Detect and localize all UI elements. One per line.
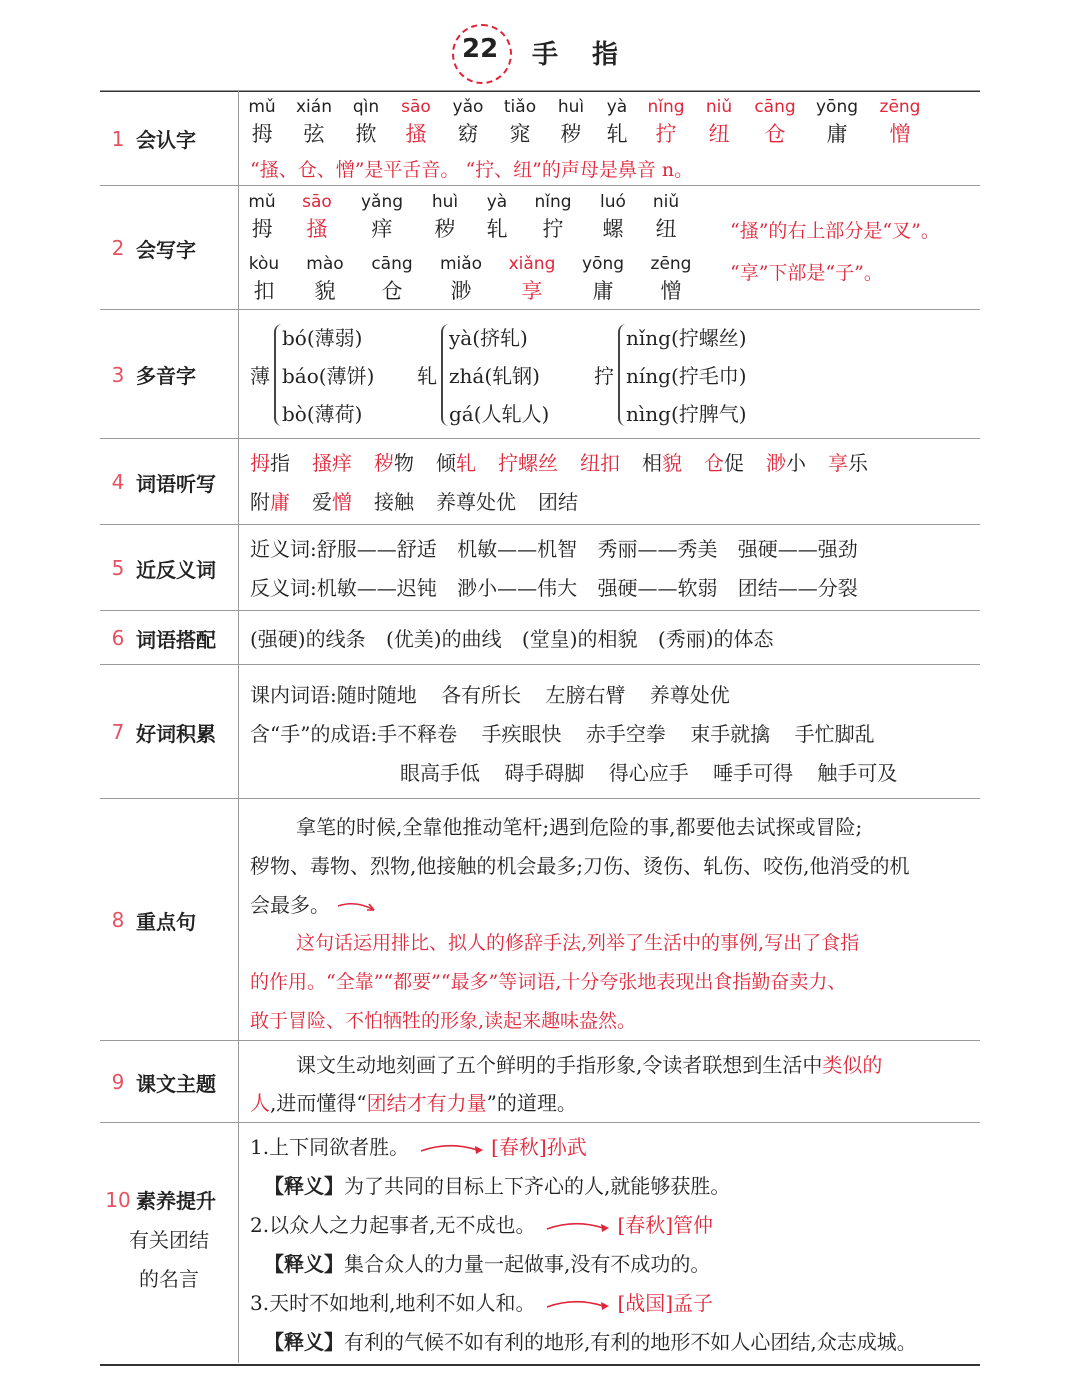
section-number: 10	[105, 1187, 131, 1212]
character: 仓	[764, 122, 786, 146]
dictation-word	[374, 451, 414, 475]
character: 轧	[606, 122, 628, 146]
pinyin: yǎng	[360, 192, 404, 212]
key-sentence: 秽物、毒物、烈物,他接触的机会最多;刀伤、烫伤、轧伤、咬伤,他消受的机	[250, 854, 910, 878]
pinyin: niǔ	[652, 192, 680, 212]
word-part: 憎	[332, 490, 352, 514]
reading: níng(拧毛巾)	[626, 364, 747, 388]
section-note: “享”下部是“子”。	[730, 262, 883, 284]
section-note: “搔、仓、憎”是平舌音。 “拧、纽”的声母是鼻音 n。	[250, 159, 694, 181]
idioms-line: 含“手”的成语:手不释卷 手疾眼快 赤手空拳 束手就擒 手忙脚乱	[250, 722, 875, 746]
dictation-word	[436, 490, 516, 514]
reading: bó(薄弱)	[282, 326, 363, 350]
section-good-words	[100, 664, 980, 799]
word-part: 附	[250, 490, 270, 514]
section-number: 3	[111, 362, 125, 387]
section-note: “搔”的右上部分是“叉”。	[730, 220, 940, 242]
character: 窕	[509, 122, 531, 146]
word-part: 貌	[662, 451, 682, 475]
words-line: 课内词语:随时随地 各有所长 左膀右臂 养尊处优	[250, 683, 730, 707]
word-part: 爱	[312, 490, 332, 514]
character: 弦	[303, 122, 325, 146]
pinyin: cāng	[754, 97, 796, 117]
section-label: 重点句	[136, 909, 196, 934]
key-sentence: 拿笔的时候,全靠他推动笔杆;遇到危险的事,都要他去试探或冒险;	[296, 815, 863, 839]
lesson-title: 手指	[532, 40, 653, 70]
dictation-word	[498, 451, 558, 475]
analysis-text: 的作用。“全靠”“都要”“最多”等词语,十分夸张地表现出食指勤奋卖力、	[250, 971, 847, 993]
character: 搔	[306, 217, 328, 241]
meaning-tag: 【释义】	[264, 1174, 344, 1198]
pinyin: xiǎng	[508, 254, 556, 274]
word-part: 仓	[704, 451, 724, 475]
section-label: 近反义词	[136, 557, 216, 582]
reading: báo(薄饼)	[282, 364, 375, 388]
quote-source: [春秋]孙武	[491, 1135, 587, 1159]
quote-text: 1.上下同欲者胜。	[250, 1135, 410, 1159]
word-part: 团结	[538, 490, 578, 514]
section-number: 2	[111, 236, 125, 260]
reading: bò(薄荷)	[282, 402, 363, 426]
pinyin: cāng	[371, 254, 413, 274]
quote-line	[250, 1287, 713, 1316]
pinyin: yōng	[815, 97, 859, 117]
word-part: 庸	[270, 490, 290, 514]
reading: nǐng(拧螺丝)	[626, 326, 747, 350]
theme-highlight: 类似的	[822, 1053, 883, 1077]
theme-text: ,进而懂得“	[270, 1091, 367, 1115]
character: 拧	[655, 122, 677, 146]
pinyin: xián	[296, 97, 332, 117]
section-collocation	[100, 610, 980, 665]
lesson-header	[0, 0, 1080, 90]
quote-text: 2.以众人之力起事者,无不成也。	[250, 1213, 536, 1237]
character: 渺	[450, 279, 472, 303]
theme-text: 课文生动地刻画了五个鲜明的手指形象,令读者联想到生活中	[296, 1053, 823, 1077]
character: 窈	[457, 122, 479, 146]
word-part: 轧	[456, 451, 476, 475]
word-part: 享	[828, 451, 848, 475]
pinyin: tiǎo	[503, 97, 537, 117]
section-dictation	[100, 438, 980, 525]
section-sublabel: 有关团结	[129, 1228, 209, 1252]
section-label: 素养提升	[136, 1189, 216, 1213]
theme-text: ”的道理。	[486, 1091, 577, 1115]
reading: gá(人轧人)	[449, 402, 550, 426]
character: 庸	[592, 279, 614, 303]
word-part: 小	[786, 451, 806, 475]
dictation-word	[704, 451, 744, 475]
dictation-word	[312, 490, 352, 514]
arrow-icon	[545, 1295, 611, 1315]
pinyin: yà	[486, 192, 508, 212]
quote-meaning-line	[264, 1170, 730, 1199]
section-write-chars	[100, 185, 980, 310]
section-label: 课文主题	[136, 1071, 216, 1096]
collocation-line: (强硬)的线条 (优美)的曲线 (堂皇)的相貌 (秀丽)的体态	[250, 627, 774, 651]
character: 轧	[486, 217, 508, 241]
meaning-tag: 【释义】	[264, 1252, 344, 1276]
word-part: 拧螺丝	[498, 451, 558, 475]
dictation-word	[642, 451, 682, 475]
pinyin: huì	[431, 192, 459, 212]
word-part: 相	[642, 451, 662, 475]
section-label: 多音字	[136, 364, 196, 388]
pinyin: sāo	[302, 192, 332, 212]
section-number: 1	[111, 126, 125, 151]
dictation-word	[538, 490, 578, 514]
dictation-word	[250, 451, 290, 475]
dictation-word	[374, 490, 414, 514]
quote-source: [战国]孟子	[617, 1291, 714, 1315]
dictation-word	[766, 451, 806, 475]
pinyin: niǔ	[705, 97, 733, 117]
character: 纽	[655, 217, 677, 241]
arrow-icon	[336, 896, 380, 918]
dictation-word	[436, 451, 476, 475]
dictation-word	[580, 451, 620, 475]
reading: nìng(拧脾气)	[626, 402, 747, 426]
word-part: 指	[270, 451, 290, 475]
pinyin: qìn	[352, 97, 380, 117]
word-part: 物	[394, 451, 414, 475]
character: 憎	[889, 122, 911, 146]
pinyin: luó	[600, 192, 626, 212]
dictation-word	[828, 451, 868, 475]
pinyin: zēng	[879, 97, 921, 117]
section-label: 会写字	[136, 237, 196, 262]
quote-line	[250, 1131, 587, 1160]
theme-highlight: 团结才有力量	[366, 1091, 487, 1115]
quote-source: [春秋]管仲	[617, 1213, 714, 1237]
idioms-line: 眼高手低 碍手碍脚 得心应手 唾手可得 触手可及	[400, 761, 898, 785]
pinyin: zēng	[650, 254, 692, 274]
synonyms-line: 近义词:舒服——舒适 机敏——机智 秀丽——秀美 强硬——强劲	[250, 537, 858, 561]
character: 仓	[381, 279, 403, 303]
character: 憎	[660, 279, 682, 303]
meaning-text: 为了共同的目标上下齐心的人,就能够获胜。	[344, 1174, 731, 1198]
section-label: 词语搭配	[136, 627, 216, 652]
meaning-text: 有利的气候不如有利的地形,有利的地形不如人心团结,众志成城。	[344, 1330, 917, 1354]
quote-meaning-line	[264, 1326, 917, 1355]
section-quotes	[100, 1122, 980, 1366]
pinyin: nǐng	[534, 192, 572, 212]
pinyin: yōng	[581, 254, 625, 274]
section-label: 会认字	[136, 128, 196, 152]
quote-line	[250, 1209, 713, 1238]
section-label: 词语听写	[136, 471, 216, 496]
section-polyphonic	[100, 309, 980, 439]
pinyin: yǎo	[452, 97, 484, 117]
pinyin: huì	[557, 97, 585, 117]
section-sublabel: 的名言	[139, 1267, 199, 1291]
polyphonic-char: 薄	[250, 364, 270, 388]
character: 貌	[314, 279, 336, 303]
section-label: 好词积累	[136, 721, 216, 746]
character: 秽	[560, 122, 582, 146]
dictation-word	[312, 451, 352, 475]
pinyin: mǔ	[248, 192, 276, 212]
character: 拇	[251, 122, 273, 146]
character: 螺	[602, 217, 624, 241]
quote-text: 3.天时不如地利,地利不如人和。	[250, 1291, 536, 1315]
character: 秽	[434, 217, 456, 241]
character: 享	[521, 279, 543, 303]
character: 痒	[371, 217, 393, 241]
word-part: 秽	[374, 451, 394, 475]
word-part: 促	[724, 451, 744, 475]
section-recognize-chars	[100, 90, 980, 186]
reading: zhá(轧钢)	[449, 364, 540, 388]
analysis-text: 这句话运用排比、拟人的修辞手法,列举了生活中的事例,写出了食指	[296, 932, 860, 954]
lesson-number: 22	[462, 34, 499, 64]
arrow-icon	[419, 1139, 485, 1159]
section-number: 5	[111, 556, 125, 580]
antonyms-line: 反义词:机敏——迟钝 渺小——伟大 强硬——软弱 团结——分裂	[250, 576, 858, 600]
character: 扣	[253, 279, 275, 303]
word-part: 纽扣	[580, 451, 620, 475]
word-part: 搔痒	[312, 451, 352, 475]
word-part: 接触	[374, 490, 414, 514]
character: 搔	[405, 122, 427, 146]
section-synonyms	[100, 524, 980, 611]
character: 揿	[355, 122, 377, 146]
character: 拧	[542, 217, 564, 241]
pinyin: mào	[306, 254, 344, 274]
word-part: 养尊处优	[436, 490, 516, 514]
polyphonic-char: 拧	[594, 364, 614, 388]
dictation-word	[250, 490, 290, 514]
pinyin: miǎo	[439, 254, 483, 274]
theme-highlight: 人	[250, 1091, 270, 1115]
quote-meaning-line	[264, 1248, 710, 1277]
word-part: 倾	[436, 451, 456, 475]
key-sentence: 会最多。	[250, 893, 330, 917]
polyphonic-char: 轧	[417, 364, 437, 388]
word-part: 渺	[766, 451, 786, 475]
word-part: 拇	[250, 451, 270, 475]
character: 庸	[826, 122, 848, 146]
section-number: 4	[111, 470, 125, 494]
study-table	[100, 90, 980, 1363]
pinyin: nǐng	[647, 97, 685, 117]
section-key-sentence	[100, 798, 980, 1041]
section-theme	[100, 1040, 980, 1123]
meaning-text: 集合众人的力量一起做事,没有不成功的。	[344, 1252, 711, 1276]
pinyin: sāo	[401, 97, 431, 117]
pinyin: kòu	[248, 254, 280, 274]
pinyin: yà	[606, 97, 628, 117]
section-number: 8	[111, 908, 125, 932]
section-number: 9	[111, 1070, 125, 1094]
character: 纽	[708, 122, 730, 146]
character: 拇	[251, 217, 273, 241]
pinyin: mǔ	[248, 97, 276, 117]
analysis-text: 敢于冒险、不怕牺牲的形象,读起来趣味盎然。	[250, 1010, 637, 1032]
arrow-icon	[545, 1217, 611, 1237]
meaning-tag: 【释义】	[264, 1330, 344, 1354]
reading: yà(挤轧)	[449, 326, 528, 350]
word-part: 乐	[848, 451, 868, 475]
section-number: 7	[111, 720, 125, 744]
section-number: 6	[111, 626, 125, 650]
